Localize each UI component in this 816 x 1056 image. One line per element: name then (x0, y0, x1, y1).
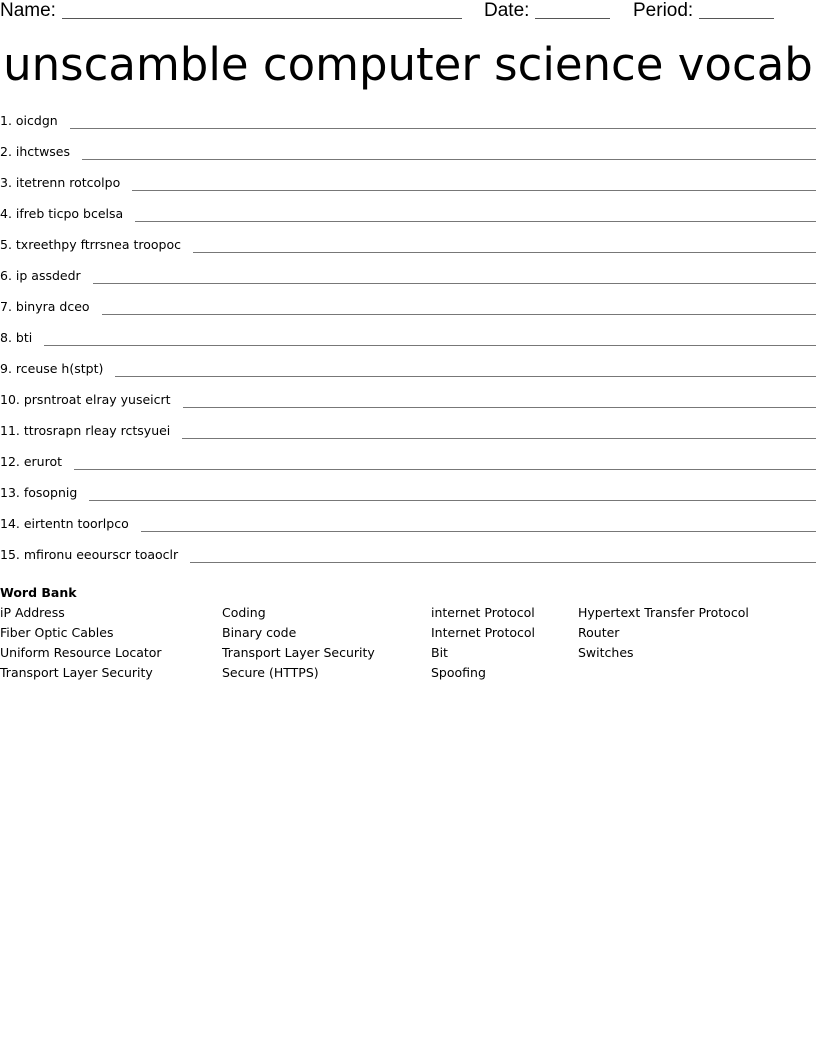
word-bank-item: Internet Protocol (431, 625, 535, 640)
answer-line[interactable] (182, 422, 816, 439)
worksheet-header (0, 0, 816, 24)
word-bank-column (0, 604, 162, 684)
word-bank-item: Router (578, 625, 620, 640)
word-bank-item: Hypertext Transfer Protocol (578, 605, 749, 620)
question-row (0, 329, 816, 360)
question-row (0, 360, 816, 391)
answer-line[interactable] (93, 267, 816, 284)
scrambled-word: 4. ifreb ticpo bcelsa (0, 206, 124, 221)
scrambled-word: 1. oicdgn (0, 113, 58, 128)
question-row (0, 205, 816, 236)
answer-line[interactable] (74, 453, 816, 470)
question-row (0, 515, 816, 546)
question-row (0, 484, 816, 515)
question-row (0, 112, 816, 143)
date-line[interactable] (535, 18, 610, 19)
scrambled-word: 9. rceuse h(stpt) (0, 361, 104, 376)
worksheet-title: unscamble computer science vocab (3, 38, 813, 91)
scrambled-word: 11. ttrosrapn rleay rctsyuei (0, 423, 171, 438)
word-bank-item: Bit (431, 645, 448, 660)
name-label: Name: (0, 0, 56, 21)
scrambled-word: 12. erurot (0, 454, 63, 469)
answer-line[interactable] (44, 329, 816, 346)
question-row (0, 453, 816, 484)
question-row (0, 422, 816, 453)
scrambled-word: 15. mfironu eeourscr toaoclr (0, 547, 179, 562)
scrambled-word: 7. binyra dceo (0, 299, 90, 314)
word-bank-item: Spoofing (431, 665, 486, 680)
answer-line[interactable] (190, 546, 816, 563)
question-row (0, 174, 816, 205)
period-label: Period: (633, 0, 694, 21)
question-row (0, 143, 816, 174)
answer-line[interactable] (132, 174, 816, 191)
answer-line[interactable] (82, 143, 816, 160)
name-line[interactable] (62, 18, 462, 19)
answer-line[interactable] (141, 515, 816, 532)
answer-line[interactable] (102, 298, 816, 315)
scrambled-word: 8. bti (0, 330, 33, 345)
word-bank-title: Word Bank (0, 585, 77, 600)
word-bank-item: Uniform Resource Locator (0, 645, 162, 660)
word-bank-item: iP Address (0, 605, 65, 620)
word-bank-item: Secure (HTTPS) (222, 665, 319, 680)
word-bank-item: Binary code (222, 625, 297, 640)
word-bank-item: internet Protocol (431, 605, 535, 620)
question-row (0, 391, 816, 422)
answer-line[interactable] (89, 484, 816, 501)
word-bank-column (431, 604, 535, 684)
question-row (0, 236, 816, 267)
date-label: Date: (484, 0, 530, 21)
word-bank-item: Fiber Optic Cables (0, 625, 114, 640)
question-row (0, 546, 816, 577)
word-bank-item: Transport Layer Security (0, 665, 153, 680)
answer-line[interactable] (115, 360, 816, 377)
word-bank-column (578, 604, 749, 664)
word-bank-column (222, 604, 375, 684)
scrambled-word: 2. ihctwses (0, 144, 71, 159)
answer-line[interactable] (135, 205, 816, 222)
word-bank-item: Switches (578, 645, 634, 660)
scrambled-word: 10. prsntroat elray yuseicrt (0, 392, 171, 407)
question-row (0, 298, 816, 329)
scrambled-word: 5. txreethpy ftrrsnea troopoc (0, 237, 181, 252)
answer-line[interactable] (183, 391, 816, 408)
question-row (0, 267, 816, 298)
period-line[interactable] (699, 18, 774, 19)
word-bank (0, 584, 816, 680)
word-bank-item: Transport Layer Security (222, 645, 375, 660)
answer-line[interactable] (70, 112, 816, 129)
scrambled-word: 13. fosopnig (0, 485, 78, 500)
answer-line[interactable] (193, 236, 816, 253)
question-list (0, 112, 816, 577)
scrambled-word: 3. itetrenn rotcolpo (0, 175, 121, 190)
scrambled-word: 14. eirtentn toorlpco (0, 516, 129, 531)
scrambled-word: 6. ip assdedr (0, 268, 81, 283)
word-bank-item: Coding (222, 605, 266, 620)
